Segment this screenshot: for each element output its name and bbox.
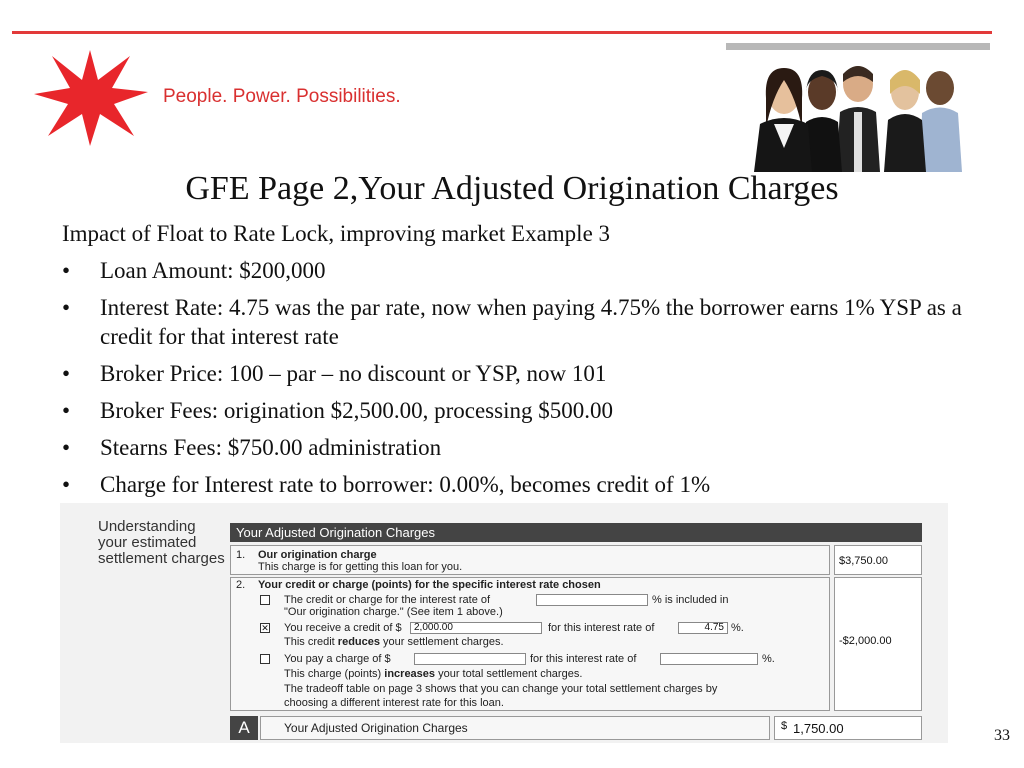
bullet-interest-rate: • Interest Rate: 4.75 was the par rate, now when paying 4.75% the borrower earns 1% YSP as a credit for that interest rate (62, 293, 962, 351)
option2-text: You receive a credit of $ (284, 622, 402, 634)
item1-amount-box (834, 545, 922, 575)
slide-subtitle: Impact of Float to Rate Lock, improving market Example 3 (62, 221, 611, 246)
total-currency: $ (781, 720, 788, 732)
tradeoff-line1: The tradeoff table on page 3 shows that you can change your total settlement charges by (284, 683, 718, 695)
top-red-rule (12, 31, 992, 34)
tradeoff-line2: choosing a different interest rate for this loan. (284, 697, 504, 709)
option1-suffix: % is included in (652, 594, 729, 606)
total-amount: 1,750.00 (793, 721, 844, 736)
starburst-logo-icon (30, 48, 150, 148)
option3-mid: for this interest rate of (530, 653, 637, 665)
top-gray-rule (726, 43, 990, 50)
bullet-charge-interest: • Charge for Interest rate to borrower: 0.00%, becomes credit of 1% (62, 470, 962, 499)
option3-rate-input[interactable] (660, 653, 758, 665)
bullet-list (62, 256, 962, 507)
option3-checkbox[interactable] (260, 654, 270, 664)
option2-line2 (284, 636, 504, 648)
option3-suffix: %. (762, 653, 775, 665)
option3-charge-input[interactable] (414, 653, 526, 665)
option2-rate-input[interactable] (678, 622, 728, 634)
gfe-form-excerpt (60, 503, 948, 743)
option3-line2-start: This charge (points) (284, 668, 385, 680)
item2-amount: -$2,000.00 (839, 635, 892, 647)
bullet-loan-amount: • Loan Amount: $200,000 (62, 256, 962, 285)
form-header: Your Adjusted Origination Charges (230, 523, 922, 542)
team-photo (740, 58, 974, 172)
bullet-broker-fees: • Broker Fees: origination $2,500.00, processing $500.00 (62, 396, 962, 425)
total-letter-box: A (230, 716, 258, 740)
company-tagline: People. Power. Possibilities. (163, 86, 401, 107)
option3-line2-bold: increases (384, 668, 436, 680)
option2-mid: for this interest rate of (548, 622, 655, 634)
item1-number: 1. (236, 549, 246, 561)
option1-line2: "Our origination charge." (See item 1 above.) (284, 606, 503, 618)
item1-title: Our origination charge (258, 549, 377, 561)
bullet-stearns-fees: • Stearns Fees: $750.00 administration (62, 433, 962, 462)
total-amount-box (774, 716, 922, 740)
option1-checkbox[interactable] (260, 595, 270, 605)
option2-suffix: %. (731, 622, 744, 634)
option3-line2-end: your total settlement charges. (435, 668, 583, 680)
option1-text: The credit or charge for the interest rate of (284, 594, 491, 606)
option2-credit-value: 2,000.00 (414, 622, 453, 633)
item1-amount: $3,750.00 (839, 555, 888, 567)
option2-credit-input[interactable] (410, 622, 542, 634)
item2-amount-box (834, 577, 922, 711)
option2-line2-start: This credit (284, 636, 338, 648)
option2-checkbox-checked[interactable]: ✕ (261, 623, 269, 633)
option2-line2-end: your settlement charges. (380, 636, 504, 648)
page-number: 33 (994, 727, 1010, 744)
option2-line2-bold: reduces (337, 636, 380, 648)
item1-description: This charge is for getting this loan for you. (258, 561, 463, 573)
slide-title: GFE Page 2,Your Adjusted Origination Charges (185, 170, 839, 207)
item2-title: Your credit or charge (points) for the specific interest rate chosen (258, 579, 601, 591)
item2-number: 2. (236, 579, 246, 591)
bullet-broker-price: • Broker Price: 100 – par – no discount or YSP, now 101 (62, 359, 962, 388)
option2-rate-value: 4.75 (704, 622, 724, 633)
total-label: Your Adjusted Origination Charges (284, 721, 468, 735)
form-side-label: Understanding your estimated settlement charges (98, 518, 225, 567)
option3-line2 (284, 668, 582, 680)
option3-text: You pay a charge of $ (284, 653, 391, 665)
option1-rate-input[interactable] (536, 594, 648, 606)
